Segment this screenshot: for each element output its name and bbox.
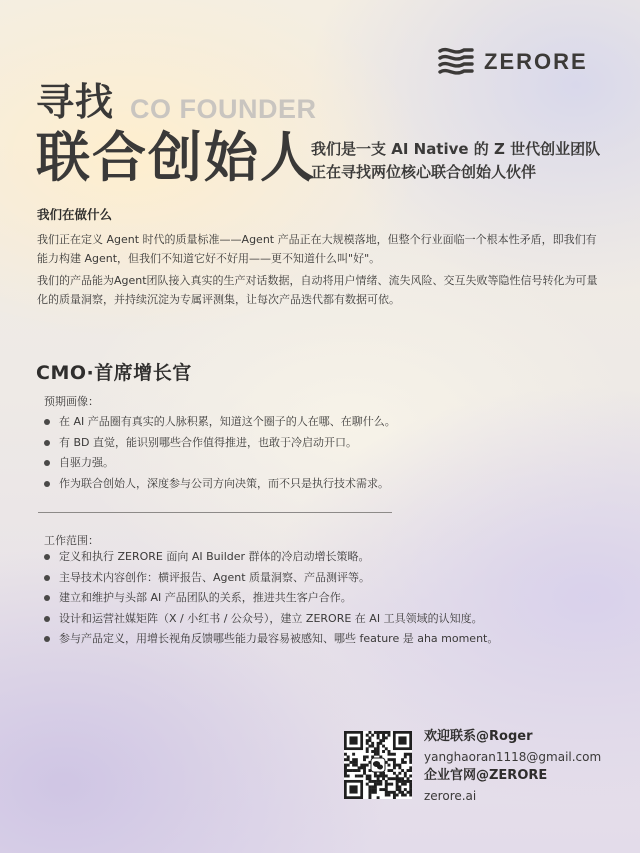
list-item: 在 AI 产品圈有真实的人脉积累，知道这个圈子的人在哪、在聊什么。 (44, 412, 624, 433)
list-item: 定义和执行 ZERORE 面向 AI Builder 群体的冷启动增长策略。 (44, 547, 624, 568)
work-scope-label: 工作范围： (44, 534, 99, 547)
hero-seek-text: 寻找 (36, 80, 115, 124)
brand-logo (438, 44, 588, 80)
list-item: 有 BD 直觉，能识别哪些合作值得推进，也敢于冷启动开口。 (44, 433, 624, 454)
about-heading: 我们在做什么 (37, 207, 113, 222)
section-divider (38, 512, 392, 513)
brand-name: ZERORE (484, 49, 588, 74)
list-item: 主导技术内容创作：横评报告、Agent 质量洞察、产品测评等。 (44, 568, 624, 589)
role-title: CMO·首席增长官 (36, 362, 192, 384)
about-paragraph-1: 我们正在定义 Agent 时代的质量标准——Agent 产品正在大规模落地，但整个行业面临一个根本性矛盾，即我们有能力构建 Agent，但我们不知道它好不好用——更不知道什么叫"好"。 (37, 233, 597, 265)
list-item: 建立和维护与头部 AI 产品团队的关系，推进共生客户合作。 (44, 588, 624, 609)
contact-title: 欢迎联系@Roger (424, 729, 533, 744)
website-title: 企业官网@ZERORE (424, 768, 548, 783)
profile-list (44, 412, 624, 494)
about-paragraph-2: 我们的产品能为Agent团队接入真实的生产对话数据，自动将用户情绪、流失风险、交互失败等隐性信号转化为可量化的质量洞察，并持续沉淀为专属评测集，让每次产品迭代都有数据可依。 (37, 274, 598, 306)
hero-title: 联合创始人 (36, 126, 316, 189)
website-link[interactable]: zerore.ai (424, 789, 477, 803)
list-item: 设计和运营社媒矩阵（X / 小红书 / 公众号），建立 ZERORE 在 AI 工具领域的认知度。 (44, 609, 624, 630)
hero-tagline-1: 我们是一支 AI Native 的 Z 世代创业团队 (311, 140, 601, 158)
zerore-wave-logo-icon (438, 44, 474, 80)
list-item: 参与产品定义，用增长视角反馈哪些能力最容易被感知、哪些 feature 是 aha moment。 (44, 629, 624, 650)
list-item: 作为联合创始人，深度参与公司方向决策，而不只是执行技术需求。 (44, 474, 624, 495)
list-item: 自驱力强。 (44, 453, 624, 474)
work-scope-list (44, 547, 624, 650)
hero-tagline-2: 正在寻找两位核心联合创始人伙伴 (311, 163, 537, 181)
profile-label: 预期画像： (44, 395, 99, 408)
contact-email[interactable]: yanghaoran1118@gmail.com (424, 750, 602, 764)
wechat-qr-code-icon (344, 731, 412, 799)
hero-role-en: CO FOUNDER (130, 94, 317, 124)
